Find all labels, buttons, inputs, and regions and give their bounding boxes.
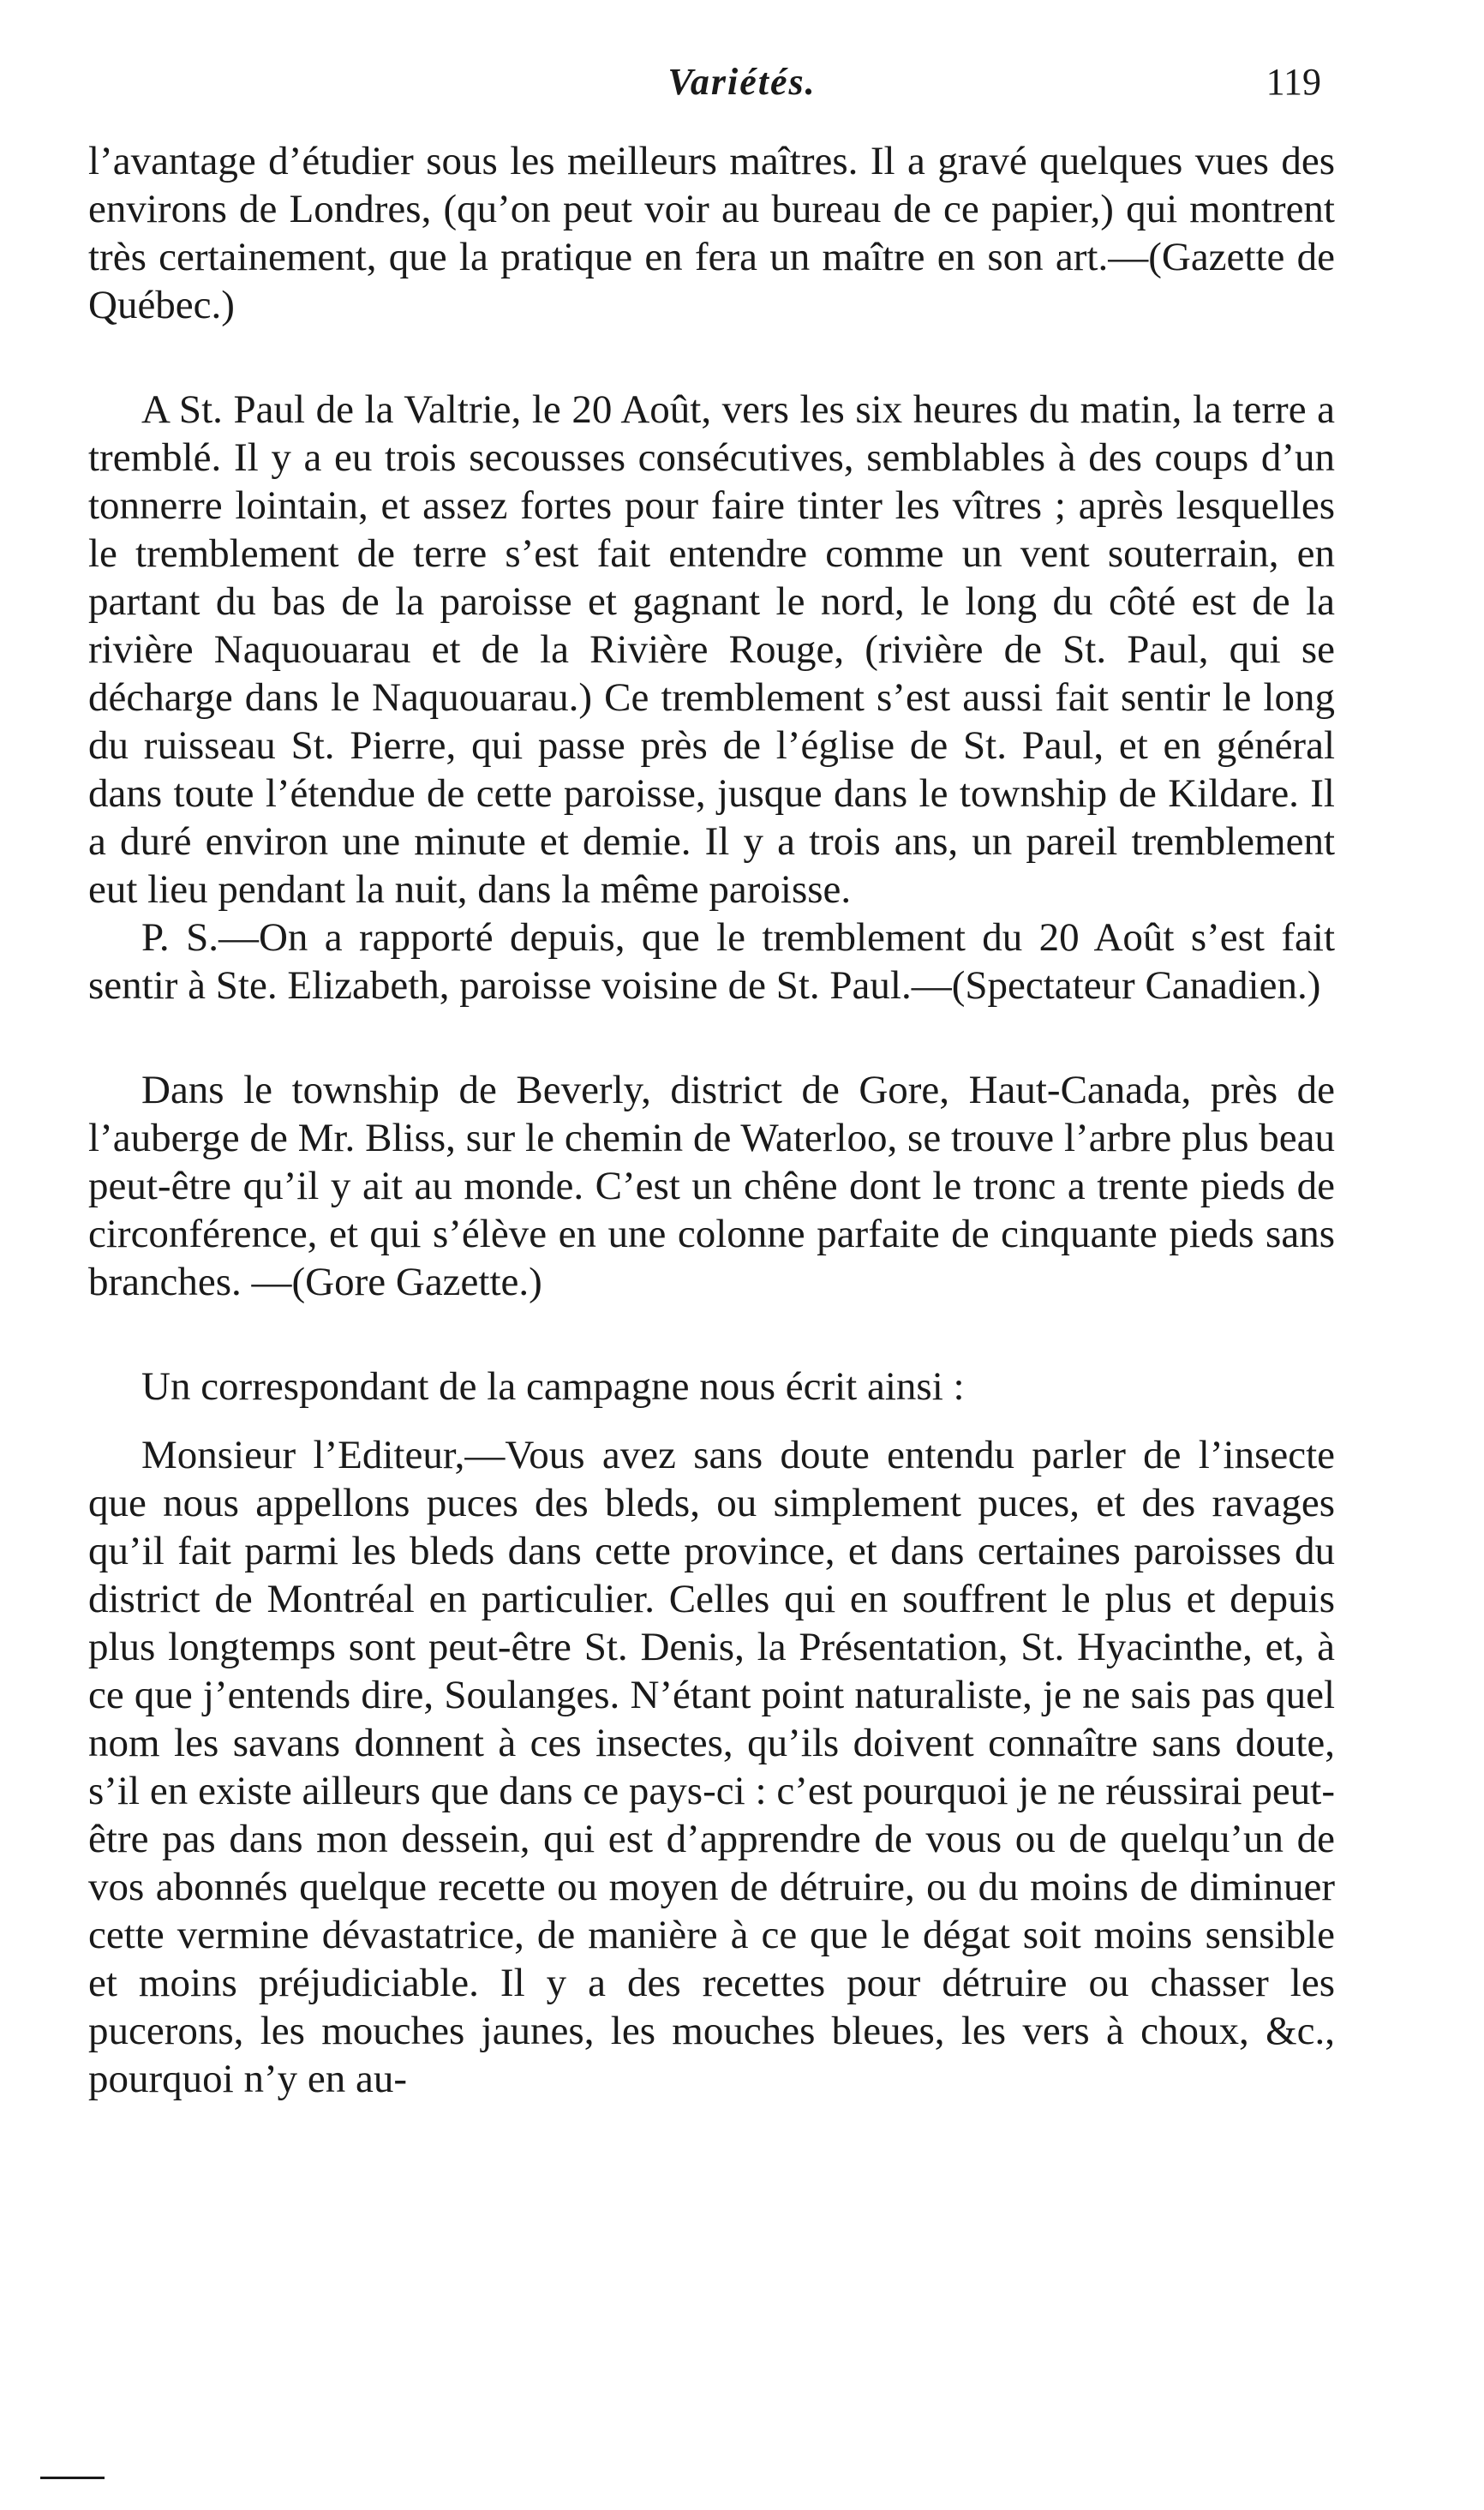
page-number: 119 — [1266, 61, 1321, 103]
paragraph-oak-tree: Dans le township de Beverly, district de Gore, Haut-Canada, près de l’auberge de Mr. Bliss, sur le chemin de Waterloo, se trouve l’arbre plus beau peut-être qu’il y ait au monde. C’est un chêne dont le tronc a trente pieds de circonférence, et qui s’élève en une colonne parfaite de cinquante pieds sans branches. —(Gore Gazette.) — [88, 1068, 1335, 1304]
paragraph-earthquake: A St. Paul de la Valtrie, le 20 Août, vers les six heures du matin, la terre a tremblé. Il y a eu trois secousses consécutives, semblables à des coups d’un tonnerre lointain, et assez fortes pour faire tinter les vîtres ; après lesquelles le tremblement de terre s’est fait entendre comme un vent souterrain, en partant du bas de la paroisse et gagnant le nord, le long du côté est de la rivière Naquouarau et de la Rivière Rouge, (rivière de St. Paul, qui se décharge dans le Naquouarau.) Ce tremblement s’est aussi fait sentir le long du ruisseau St. Pierre, qui passe près de l’église de St. Paul, et en général dans toute l’étendue de cette paroisse, jusque dans le township de Kildare. Il a duré environ une minute et demie. Il y a trois ans, un pareil tremblement eut lieu pendant la nuit, dans la même paroisse. — [88, 387, 1335, 912]
footer-rule — [40, 2477, 105, 2479]
paragraph-gravure: l’avantage d’étudier sous les meilleurs maîtres. Il a gravé quelques vues des environs de Londres, (qu’on peut voir au bureau de ce papier,) qui montrent très certainement, que la pratique en fera un maître en son art.—(Gazette de Québec.) — [88, 139, 1335, 327]
paragraph-letter: Monsieur l’Editeur,—Vous avez sans doute entendu parler de l’insecte que nous appellons puces des bleds, ou simplement puces, et des ravages qu’il fait parmi les bleds dans cette province, et dans certaines paroisses du district de Montréal en particulier. Celles qui en souffrent le plus et depuis plus longtemps sont peut-être St. Denis, la Présentation, St. Hyacinthe, et, à ce que j’entends dire, Soulanges. N’étant point naturaliste, je ne sais pas quel nom les savans donnent à ces insectes, qu’ils doivent connaître sans doute, s’il en existe ailleurs que dans ce pays-ci : c’est pourquoi je ne réussirai peut-être pas dans mon dessein, qui est d’apprendre de vous ou de quelqu’un de vos abonnés quelque recette ou moyen de détruire, ou du moins de diminuer cette vermine dévastatrice, de manière à ce que le dégat soit moins sensible et moins préjudiciable. Il y a des recettes pour détruire ou chasser les pucerons, les mouches jaunes, les mouches bleues, les vers à choux, &c., pourquoi n’y en au- — [88, 1433, 1335, 2101]
page-body — [88, 137, 1335, 2103]
paragraph-correspondent-intro: Un correspondant de la campagne nous écrit ainsi : — [141, 1364, 965, 1409]
running-title: Variétés. — [667, 61, 817, 103]
paragraph-postscript: P. S.—On a rapporté depuis, que le tremblement du 20 Août s’est fait sentir à Ste. Elizabeth, paroisse voisine de St. Paul.—(Spectateur Canadien.) — [88, 915, 1335, 1008]
